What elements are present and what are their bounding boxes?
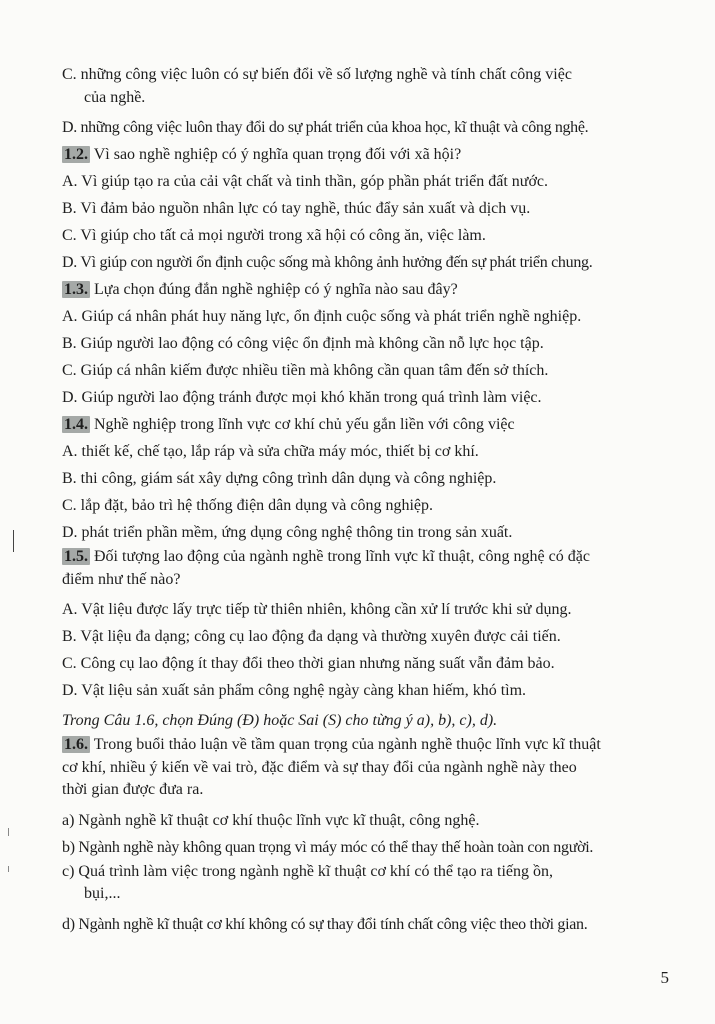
option-b: B. Vật liệu đa dạng; công cụ lao động đa dạng và thường xuyên được cải tiến. xyxy=(62,628,561,645)
instruction-text: Trong Câu 1.6, chọn Đúng (Đ) hoặc Sai (S) cho từng ý a), b), c), d). xyxy=(62,712,498,729)
statement-a: a) Ngành nghề kĩ thuật cơ khí thuộc lĩnh vực kĩ thuật, công nghệ. xyxy=(62,811,480,829)
option-a: A. Giúp cá nhân phát huy năng lực, ổn định cuộc sống và phát triển nghề nghiệp. xyxy=(62,308,582,325)
question-stem: 1.3. Lựa chọn đúng đắn nghề nghiệp có ý nghĩa nào sau đây? xyxy=(64,281,458,298)
option-d: D. Vì giúp con người ổn định cuộc sống mà không ảnh hưởng đến sự phát triển chung. xyxy=(62,254,593,271)
option-c: C. Vì giúp cho tất cả mọi người trong xã hội có công ăn, việc làm. xyxy=(62,227,486,244)
question-number: 1.3. xyxy=(64,281,88,298)
option-c: C. những công việc luôn có sự biến đổi về số lượng nghề và tính chất công việc của nghề. xyxy=(62,66,572,106)
page-edge-mark xyxy=(13,530,14,552)
question-1-5 xyxy=(62,546,674,704)
option-b: B. thi công, giám sát xây dựng công trình dân dụng và công nghiệp. xyxy=(62,470,497,487)
option-c: C. Giúp cá nhân kiếm được nhiều tiền mà không cần quan tâm đến sở thích. xyxy=(62,362,549,379)
question-1-6 xyxy=(62,734,674,938)
question-stem: 1.4. Nghề nghiệp trong lĩnh vực cơ khí chủ yếu gắn liền với công việc xyxy=(64,416,515,433)
question-number: 1.4. xyxy=(64,416,88,433)
question-number: 1.5. xyxy=(64,548,88,565)
question-1-3 xyxy=(62,276,674,411)
page-number: 5 xyxy=(660,968,669,987)
option-a: A. Vì giúp tạo ra của cải vật chất và tinh thần, góp phần phát triển đất nước. xyxy=(62,173,549,190)
statement-b: b) Ngành nghề này không quan trọng vì máy móc có thể thay thế hoàn toàn con người. xyxy=(62,838,594,856)
statement-d: d) Ngành nghề kĩ thuật cơ khí không có sự thay đổi tính chất công việc theo thời gian. xyxy=(62,915,588,933)
option-c: C. lắp đặt, bảo trì hệ thống điện dân dụng và công nghiệp. xyxy=(62,497,434,514)
option-d: D. phát triển phần mềm, ứng dụng công nghệ thông tin trong sản xuất. xyxy=(62,524,513,541)
page-edge-mark xyxy=(8,866,9,872)
option-c: C. Công cụ lao động ít thay đổi theo thời gian nhưng năng suất vẫn đảm bảo. xyxy=(62,655,555,672)
page-content xyxy=(62,64,674,938)
option-b: B. Vì đảm bảo nguồn nhân lực có tay nghề, thúc đẩy sản xuất và dịch vụ. xyxy=(62,200,531,217)
option-d: D. Giúp người lao động tránh được mọi khó khăn trong quá trình làm việc. xyxy=(62,389,542,406)
option-a: A. Vật liệu được lấy trực tiếp từ thiên nhiên, không cần xử lí trước khi sử dụng. xyxy=(62,601,572,618)
question-number: 1.6. xyxy=(64,736,88,753)
question-1-4 xyxy=(62,411,674,546)
option-a: A. thiết kế, chế tạo, lắp ráp và sửa chữa máy móc, thiết bị cơ khí. xyxy=(62,443,479,460)
question-stem: 1.6. Trong buổi thảo luận về tầm quan trọng của ngành nghề thuộc lĩnh vực kĩ thuật cơ khí, nhiều ý kiến về vai trò, đặc điểm và sự thay đổi của ngành nghề này theo thời gian được đưa ra. xyxy=(62,736,601,798)
question-number: 1.2. xyxy=(64,146,88,163)
statement-c: c) Quá trình làm việc trong ngành nghề kĩ thuật cơ khí có thể tạo ra tiếng ồn, bụi,... xyxy=(62,862,553,902)
option-b: B. Giúp người lao động có công việc ổn định mà không cần nỗ lực học tập. xyxy=(62,335,544,352)
option-d: D. Vật liệu sản xuất sản phẩm công nghệ ngày càng khan hiếm, khó tìm. xyxy=(62,682,527,699)
page-edge-mark xyxy=(8,828,9,836)
option-d: D. những công việc luôn thay đổi do sự phát triển của khoa học, kĩ thuật và công nghệ. xyxy=(62,119,589,136)
question-stem: 1.2. Vì sao nghề nghiệp có ý nghĩa quan trọng đối với xã hội? xyxy=(64,146,462,163)
question-stem: 1.5. Đối tượng lao động của ngành nghề trong lĩnh vực kĩ thuật, công nghệ có đặc điểm như thế nào? xyxy=(62,548,590,588)
question-1-2 xyxy=(62,141,674,276)
question-1-1-tail xyxy=(62,64,674,141)
